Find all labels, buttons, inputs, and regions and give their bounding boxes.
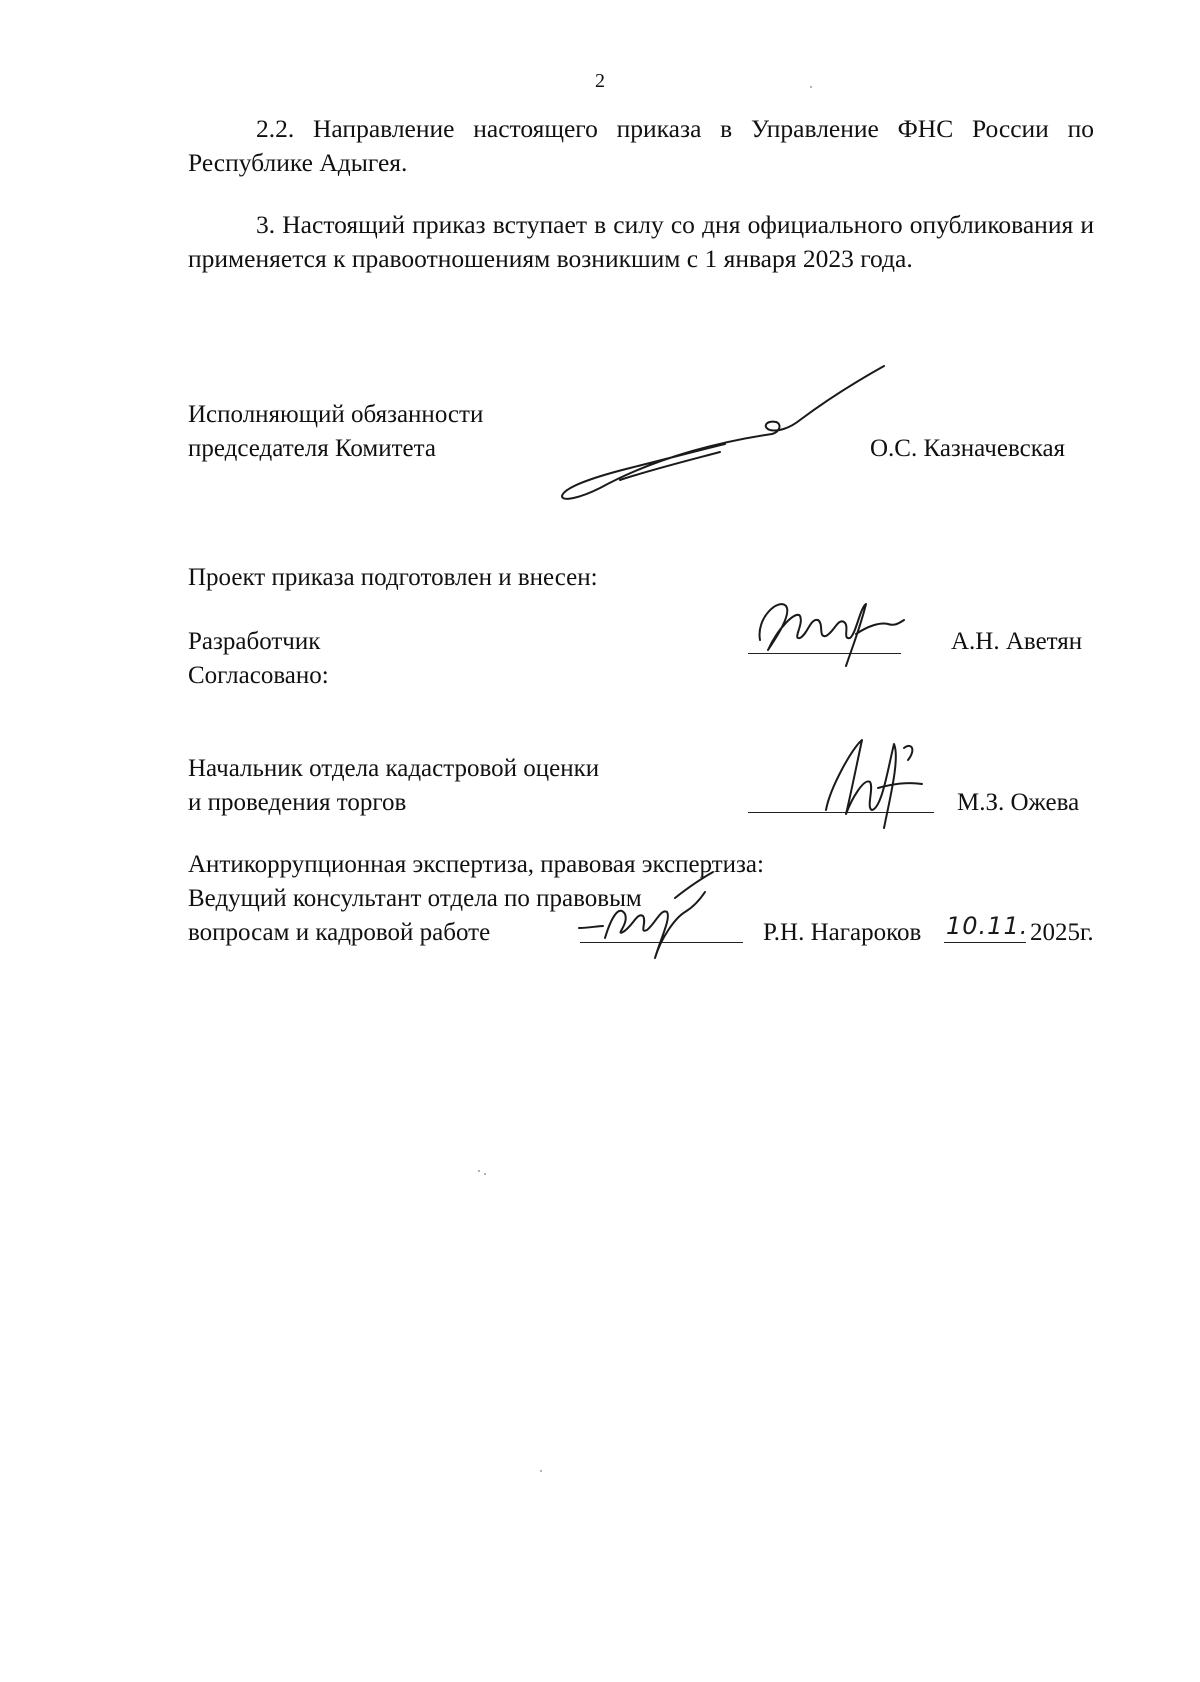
signature-kaznacheevskaya xyxy=(550,360,890,505)
developer-name: А.Н. Аветян xyxy=(951,628,1083,655)
approval2-position-line2: вопросам и кадровой работе xyxy=(188,919,491,946)
scan-speck xyxy=(484,1173,486,1175)
paragraph-2-2: 2.2. Направление настоящего приказа в Управление ФНС России по Республике Адыгея. xyxy=(188,114,1094,177)
approval2-heading: Антикоррупционная экспертиза, правовая экспертиза: xyxy=(188,851,764,878)
agreed-label: Согласовано: xyxy=(188,662,329,689)
approval1-position-line2: и проведения торгов xyxy=(188,789,407,816)
signatory-name: О.С. Казначевская xyxy=(870,435,1066,462)
approval2-date-line xyxy=(944,942,1026,943)
scan-speck xyxy=(810,86,812,88)
approval2-position-line1: Ведущий консультант отдела по правовым xyxy=(188,885,642,912)
scan-speck xyxy=(478,1170,480,1172)
paragraph-3: 3. Настоящий приказ вступает в силу со дня официального опубликования и применяется к правоотношениям возникшим с 1 января 2023 года. xyxy=(188,210,1094,273)
approval2-handwritten-date: 10.11. xyxy=(946,912,1029,940)
signatory-position-line2: председателя Комитета xyxy=(188,435,436,462)
signature-ozheva xyxy=(812,728,932,838)
signatory-position-line1: Исполняющий обязанности xyxy=(188,401,484,428)
approval2-name: Р.Н. Нагароков xyxy=(763,919,922,946)
approval2-year: 2025г. xyxy=(1030,919,1094,946)
approval1-name: М.З. Ожева xyxy=(957,789,1080,816)
scan-speck xyxy=(540,1470,542,1472)
approval1-position-line1: Начальник отдела кадастровой оценки xyxy=(188,755,600,782)
signature-nagarokov xyxy=(575,868,725,968)
page-number: 2 xyxy=(595,70,605,92)
signature-avetyan xyxy=(748,578,918,668)
developer-label: Разработчик xyxy=(188,628,321,655)
prepared-heading: Проект приказа подготовлен и внесен: xyxy=(188,564,598,591)
